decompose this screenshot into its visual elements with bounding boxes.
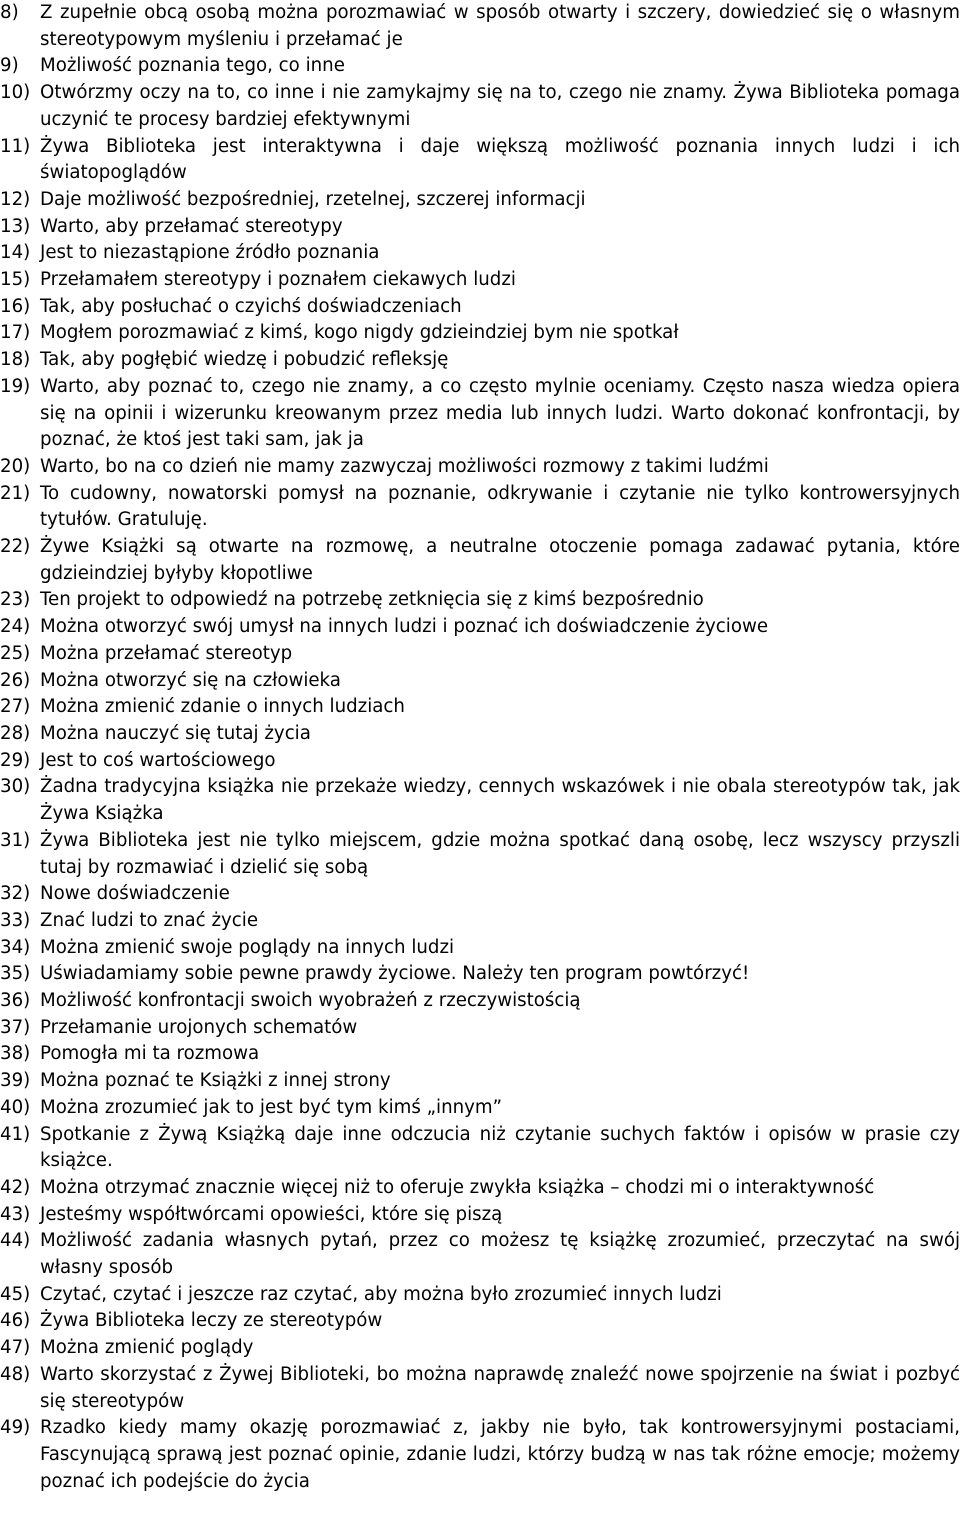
item-text: Tak, aby pogłębić wiedzę i pobudzić refleksję (40, 349, 449, 371)
item-text: Można zrozumieć jak to jest być tym kimś „innym” (40, 1096, 503, 1118)
item-text: Można zmienić swoje poglądy na innych ludzi (40, 936, 455, 958)
list-item (0, 1015, 960, 1042)
item-number: 47) (0, 1337, 31, 1359)
item-text: Uświadamiamy sobie pewne prawdy życiowe. Należy ten program powtórzyć! (40, 963, 750, 985)
item-number: 17) (0, 322, 31, 344)
item-text: Żadna tradycyjna książka nie przekaże wiedzy, cennych wskazówek i nie obala stereotypów tak, jak Żywa Książka (40, 776, 960, 825)
item-number: 33) (0, 909, 31, 931)
item-number: 29) (0, 749, 31, 771)
item-text: Możliwość poznania tego, co inne (40, 55, 345, 77)
item-number: 40) (0, 1096, 31, 1118)
item-number: 30) (0, 776, 31, 798)
item-number: 19) (0, 375, 31, 397)
item-text: Ten projekt to odpowiedź na potrzebę zetknięcia się z kimś bezpośrednio (40, 589, 704, 611)
list-item (0, 881, 960, 908)
list-item (0, 1122, 960, 1175)
list-item (0, 347, 960, 374)
item-text: Przełamanie urojonych schematów (40, 1016, 358, 1038)
list-item (0, 320, 960, 347)
item-number: 10) (0, 82, 31, 104)
list-item (0, 294, 960, 321)
item-number: 8) (0, 2, 19, 23)
item-text: Rzadko kiedy mamy okazję porozmawiać z, jakby nie było, tak kontrowersyjnymi postaciami, Fascynującą sprawą jest poznać opinie, zdanie ludzi, którzy budzą w nas tak różne emocje; możemy poznać ich podejście do życia (40, 1417, 960, 1492)
list-item (0, 1202, 960, 1229)
item-number: 39) (0, 1070, 31, 1092)
list-item (0, 240, 960, 267)
item-text: Spotkanie z Żywą Książką daje inne odczucia niż czytanie suchych faktów i opisów w prasie czy książce. (40, 1123, 960, 1172)
item-number: 44) (0, 1230, 31, 1252)
item-text: Z zupełnie obcą osobą można porozmawiać w sposób otwarty i szczery, dowiedzieć się o własnym stereotypowym myśleniu i przełamać je (40, 2, 960, 50)
item-text: Żywa Biblioteka leczy ze stereotypów (40, 1310, 383, 1332)
item-number: 45) (0, 1283, 31, 1305)
item-number: 22) (0, 536, 31, 558)
item-text: Można nauczyć się tutaj życia (40, 722, 311, 744)
list-item (0, 374, 960, 454)
item-number: 25) (0, 642, 31, 664)
item-text: Żywa Biblioteka jest nie tylko miejscem, gdzie można spotkać daną osobę, lecz wszyscy przyszli tutaj by rozmawiać i dzielić się sobą (40, 829, 960, 878)
list-item (0, 1068, 960, 1095)
item-text: Mogłem porozmawiać z kimś, kogo nigdy gdzieindziej bym nie spotkał (40, 322, 679, 344)
item-number: 34) (0, 936, 31, 958)
list-item (0, 53, 960, 80)
item-number: 26) (0, 669, 31, 691)
item-text: Można otworzyć swój umysł na innych ludzi i poznać ich doświadczenie życiowe (40, 616, 769, 638)
list-item (0, 1095, 960, 1122)
list-item (0, 908, 960, 935)
item-number: 46) (0, 1310, 31, 1332)
list-item (0, 587, 960, 614)
item-number: 13) (0, 215, 31, 237)
item-text: Pomogła mi ta rozmowa (40, 1043, 260, 1065)
list-item (0, 935, 960, 962)
list-item (0, 721, 960, 748)
item-number: 36) (0, 990, 31, 1012)
item-number: 38) (0, 1043, 31, 1065)
list-item (0, 1362, 960, 1415)
list-item (0, 481, 960, 534)
list-item (0, 748, 960, 775)
item-text: Warto, aby poznać to, czego nie znamy, a co często mylnie oceniamy. Często nasza wiedza opiera się na opinii i wizerunku kreowanym przez media lub innych ludzi. Warto dokonać konfrontacji, by poznać, że ktoś jest taki sam, jak ja (40, 375, 960, 451)
list-item (0, 1175, 960, 1202)
item-number: 11) (0, 135, 31, 157)
item-text: Jest to niezastąpione źródło poznania (40, 242, 380, 264)
item-number: 27) (0, 696, 31, 718)
list-item (0, 454, 960, 481)
item-text: Warto, aby przełamać stereotypy (40, 215, 343, 237)
list-item (0, 1335, 960, 1362)
item-text: Można zmienić poglądy (40, 1337, 254, 1359)
item-number: 31) (0, 829, 31, 851)
item-text: Można otrzymać znacznie więcej niż to oferuje zwykła książka – chodzi mi o interaktywność (40, 1176, 875, 1198)
list-item (0, 134, 960, 187)
item-number: 9) (0, 55, 19, 77)
item-text: Warto skorzystać z Żywej Biblioteki, bo można naprawdę znaleźć nowe spojrzenie na świat i pozbyć się stereotypów (40, 1363, 960, 1412)
item-number: 49) (0, 1417, 31, 1439)
list-item (0, 1308, 960, 1335)
item-text: Można poznać te Książki z innej strony (40, 1070, 391, 1092)
item-number: 43) (0, 1203, 31, 1225)
item-text: Przełamałem stereotypy i poznałem ciekawych ludzi (40, 269, 516, 291)
list-item (0, 828, 960, 881)
item-text: Nowe doświadczenie (40, 883, 230, 905)
list-item (0, 694, 960, 721)
list-item (0, 988, 960, 1015)
list-item (0, 641, 960, 668)
list-item (0, 1282, 960, 1309)
item-text: Znać ludzi to znać życie (40, 909, 259, 931)
item-text: To cudowny, nowatorski pomysł na poznanie, odkrywanie i czytanie nie tylko kontrowersyjnych tytułów. Gratuluję. (40, 482, 960, 531)
list-item (0, 80, 960, 133)
item-number: 23) (0, 589, 31, 611)
item-text: Żywa Biblioteka jest interaktywna i daje większą możliwość poznania innych ludzi i ich światopoglądów (40, 135, 960, 184)
item-number: 12) (0, 188, 31, 210)
item-text: Możliwość konfrontacji swoich wyobrażeń z rzeczywistością (40, 990, 581, 1012)
item-text: Warto, bo na co dzień nie mamy zazwyczaj możliwości rozmowy z takimi ludźmi (40, 455, 769, 477)
list-item (0, 267, 960, 294)
item-number: 14) (0, 242, 31, 264)
item-number: 48) (0, 1363, 31, 1385)
item-text: Jest to coś wartościowego (40, 749, 276, 771)
item-number: 37) (0, 1016, 31, 1038)
list-item (0, 0, 960, 53)
item-text: Można zmienić zdanie o innych ludziach (40, 696, 405, 718)
list-item (0, 961, 960, 988)
list-item (0, 534, 960, 587)
item-text: Możliwość zadania własnych pytań, przez co możesz tę książkę zrozumieć, przeczytać na swój własny sposób (40, 1230, 960, 1279)
item-text: Daje możliwość bezpośredniej, rzetelnej, szczerej informacji (40, 188, 586, 210)
item-number: 42) (0, 1176, 31, 1198)
item-number: 41) (0, 1123, 31, 1145)
item-text: Można przełamać stereotyp (40, 642, 293, 664)
item-text: Otwórzmy oczy na to, co inne i nie zamykajmy się na to, czego nie znamy. Żywa Biblioteka pomaga uczynić te procesy bardziej efektywnymi (40, 82, 960, 130)
item-number: 35) (0, 963, 31, 985)
item-number: 32) (0, 883, 31, 905)
list-item (0, 1228, 960, 1281)
item-text: Jesteśmy współtwórcami opowieści, które się piszą (40, 1203, 503, 1225)
list-item (0, 214, 960, 241)
item-number: 21) (0, 482, 31, 504)
item-number: 28) (0, 722, 31, 744)
item-number: 24) (0, 616, 31, 638)
item-number: 15) (0, 269, 31, 291)
list-item (0, 1415, 960, 1495)
item-number: 18) (0, 349, 31, 371)
item-text: Czytać, czytać i jeszcze raz czytać, aby można było zrozumieć innych ludzi (40, 1283, 722, 1305)
item-text: Żywe Książki są otwarte na rozmowę, a neutralne otoczenie pomaga zadawać pytania, które gdzieindziej byłyby kłopotliwe (40, 536, 960, 584)
list-item (0, 668, 960, 695)
list-item (0, 614, 960, 641)
list-item (0, 1041, 960, 1068)
item-text: Tak, aby posłuchać o czyichś doświadczeniach (40, 295, 462, 317)
list-item (0, 187, 960, 214)
item-text: Można otworzyć się na człowieka (40, 669, 341, 691)
item-number: 16) (0, 295, 31, 317)
list-item (0, 774, 960, 827)
item-number: 20) (0, 455, 31, 477)
